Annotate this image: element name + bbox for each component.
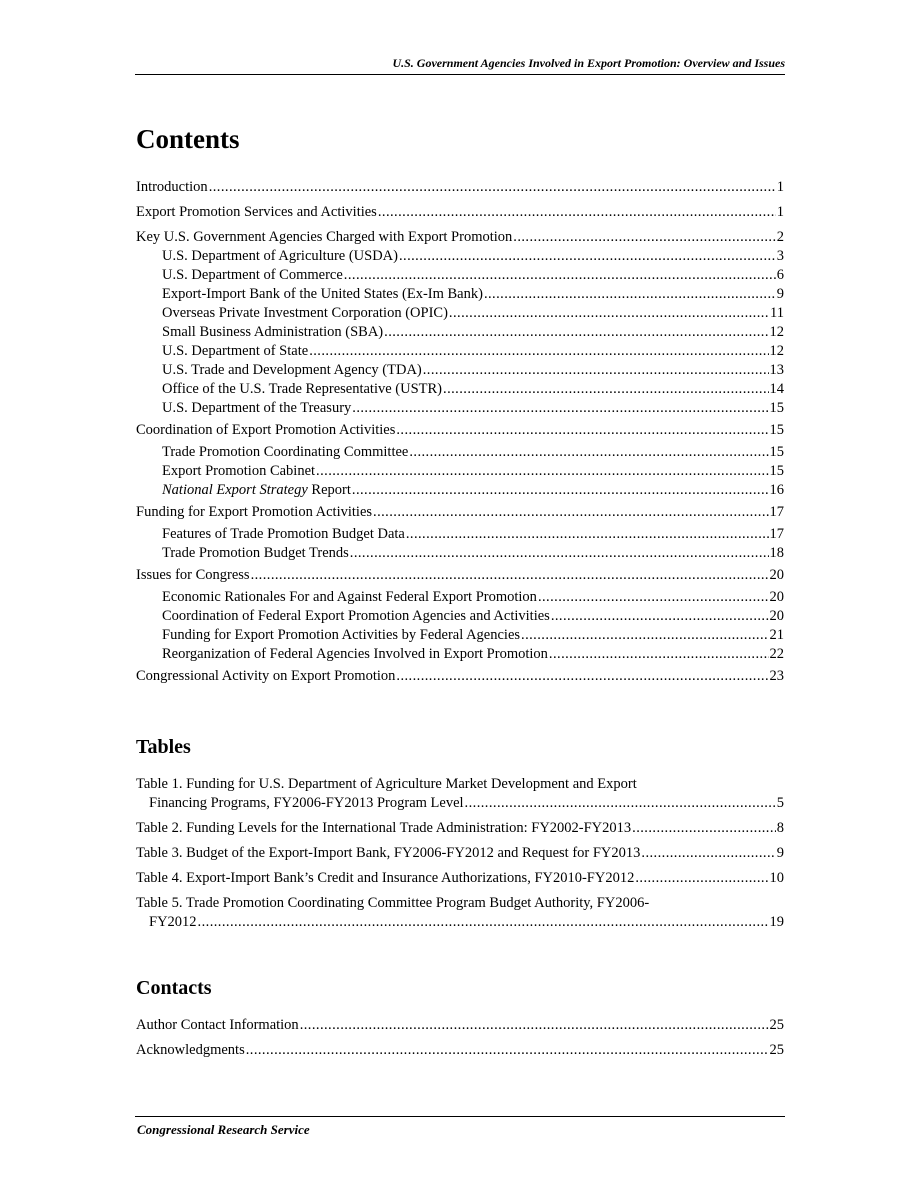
toc-subentry[interactable]: National Export Strategy Report . . . 16: [136, 481, 784, 500]
tables-list: [136, 775, 784, 932]
toc-subentry[interactable]: Trade Promotion Coordinating Committee . . . 15: [136, 443, 784, 462]
toc-subentry[interactable]: Features of Trade Promotion Budget Data . . . 17: [136, 525, 784, 544]
tables-heading: Tables: [136, 736, 191, 758]
table-entry[interactable]: Table 1. Funding for U.S. Department of Agriculture Market Development and Export Financing Programs, FY2006-FY2013 Program Level . . . 5: [136, 775, 784, 813]
toc-subentry[interactable]: Trade Promotion Budget Trends . . . 18: [136, 544, 784, 563]
toc-entry[interactable]: Issues for Congress . . . 20: [136, 566, 784, 585]
toc-subentry[interactable]: Export-Import Bank of the United States (Ex-Im Bank) . . . 9: [136, 285, 784, 304]
toc-subentry[interactable]: Funding for Export Promotion Activities by Federal Agencies . . . 21: [136, 626, 784, 645]
toc-subentry[interactable]: Economic Rationales For and Against Federal Export Promotion . . . 20: [136, 588, 784, 607]
toc-entry[interactable]: Congressional Activity on Export Promotion . . . 23: [136, 667, 784, 686]
toc-entry[interactable]: Funding for Export Promotion Activities . . . 17: [136, 503, 784, 522]
toc-subentry[interactable]: U.S. Trade and Development Agency (TDA) . . . 13: [136, 361, 784, 380]
header-rule: [135, 74, 785, 75]
toc-subentry[interactable]: Office of the U.S. Trade Representative (USTR) . . . 14: [136, 380, 784, 399]
running-footer: Congressional Research Service: [137, 1122, 310, 1137]
table-entry[interactable]: Table 3. Budget of the Export-Import Bank, FY2006-FY2012 and Request for FY2013 . . . 9: [136, 844, 784, 863]
toc-subentry[interactable]: Reorganization of Federal Agencies Involved in Export Promotion . . . 22: [136, 645, 784, 664]
toc-entry[interactable]: Introduction . . . 1: [136, 178, 784, 197]
toc-entry[interactable]: Coordination of Export Promotion Activities . . . 15: [136, 421, 784, 440]
toc-subentry[interactable]: U.S. Department of Agriculture (USDA) . . . 3: [136, 247, 784, 266]
toc-subentry[interactable]: Small Business Administration (SBA) . . . 12: [136, 323, 784, 342]
contents-list: [136, 178, 784, 686]
toc-entry[interactable]: Export Promotion Services and Activities . . . 1: [136, 203, 784, 222]
toc-subentry[interactable]: U.S. Department of the Treasury . . . 15: [136, 399, 784, 418]
toc-subentry[interactable]: U.S. Department of State . . . 12: [136, 342, 784, 361]
toc-subentry[interactable]: Overseas Private Investment Corporation (OPIC) . . . 11: [136, 304, 784, 323]
contents-heading: Contents: [136, 124, 240, 154]
table-entry[interactable]: Table 4. Export-Import Bank’s Credit and Insurance Authorizations, FY2010-FY2012 . . . 10: [136, 869, 784, 888]
running-header: U.S. Government Agencies Involved in Export Promotion: Overview and Issues: [392, 56, 785, 70]
toc-entry[interactable]: Key U.S. Government Agencies Charged with Export Promotion . . . 2: [136, 228, 784, 247]
contacts-heading: Contacts: [136, 977, 212, 999]
contact-entry[interactable]: Author Contact Information . . . 25: [136, 1016, 784, 1035]
table-entry[interactable]: Table 2. Funding Levels for the International Trade Administration: FY2002-FY2013 . . . 8: [136, 819, 784, 838]
footer-rule: [135, 1116, 785, 1117]
contact-entry[interactable]: Acknowledgments . . . 25: [136, 1041, 784, 1060]
toc-subentry[interactable]: Coordination of Federal Export Promotion Agencies and Activities . . . 20: [136, 607, 784, 626]
contacts-list: [136, 1016, 784, 1060]
toc-subentry[interactable]: Export Promotion Cabinet . . . 15: [136, 462, 784, 481]
toc-subentry[interactable]: U.S. Department of Commerce . . . 6: [136, 266, 784, 285]
table-entry[interactable]: Table 5. Trade Promotion Coordinating Committee Program Budget Authority, FY2006- FY2012 . . . 19: [136, 894, 784, 932]
